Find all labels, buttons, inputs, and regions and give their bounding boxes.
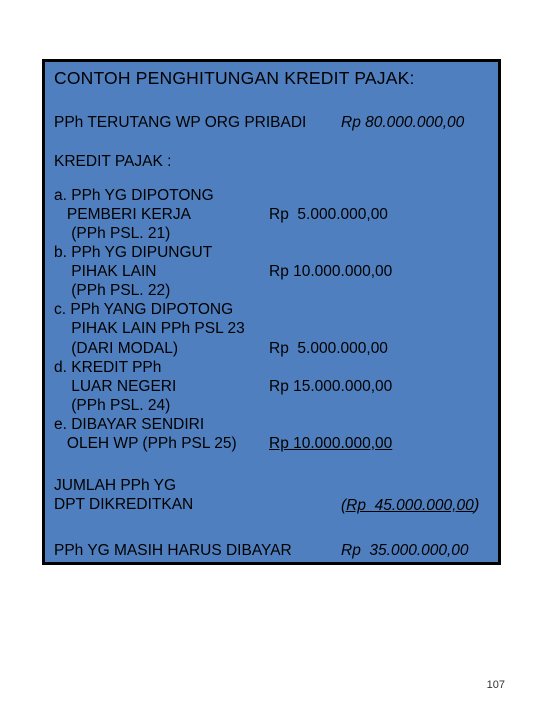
page-number: 107	[486, 679, 505, 691]
item-a-line1: a. PPh YG DIPOTONG	[54, 187, 214, 204]
pph-terutang-label: PPh TERUTANG WP ORG PRIBADI	[54, 114, 307, 131]
jumlah-amount: (Rp 45.000.000,00	[341, 497, 474, 514]
item-e-line2: OLEH WP (PPh PSL 25)	[54, 435, 237, 452]
item-c-line2: PIHAK LAIN PPh PSL 23	[54, 320, 245, 337]
jumlah-value	[341, 495, 479, 515]
item-d-line1: d. KREDIT PPh	[54, 359, 162, 376]
item-c-line1: c. PPh YANG DIPOTONG	[54, 301, 234, 318]
item-d-line2: LUAR NEGERI	[54, 378, 177, 395]
item-a-value: Rp 5.000.000,00	[269, 206, 388, 223]
content-box	[42, 59, 501, 565]
slide-title: CONTOH PENGHITUNGAN KREDIT PAJAK:	[54, 68, 415, 88]
item-c-value: Rp 5.000.000,00	[269, 340, 388, 357]
masih-harus-label: PPh YG MASIH HARUS DIBAYAR	[54, 542, 292, 559]
item-b-line1: b. PPh YG DIPUNGUT	[54, 244, 213, 261]
jumlah-close-paren: )	[473, 495, 480, 514]
item-c-line3: (DARI MODAL)	[54, 340, 179, 357]
item-b-line2: PIHAK LAIN	[54, 263, 157, 280]
item-d-value: Rp 15.000.000,00	[269, 378, 393, 395]
kredit-pajak-heading: KREDIT PAJAK :	[54, 153, 172, 170]
item-b-line3: (PPh PSL. 22)	[54, 282, 171, 299]
item-a-line2: PEMBERI KERJA	[54, 206, 191, 223]
masih-harus-value: Rp 35.000.000,00	[341, 542, 469, 559]
item-a-line3: (PPh PSL. 21)	[54, 225, 171, 242]
pph-terutang-value: Rp 80.000.000,00	[341, 114, 465, 131]
item-e-value: Rp 10.000.000,00	[269, 435, 393, 452]
jumlah-label-line1: JUMLAH PPh YG	[54, 477, 177, 494]
item-d-line3: (PPh PSL. 24)	[54, 397, 171, 414]
item-e-line1: e. DIBAYAR SENDIRI	[54, 416, 205, 433]
item-b-value: Rp 10.000.000,00	[269, 263, 393, 280]
jumlah-label-line2: DPT DIKREDITKAN	[54, 496, 194, 513]
